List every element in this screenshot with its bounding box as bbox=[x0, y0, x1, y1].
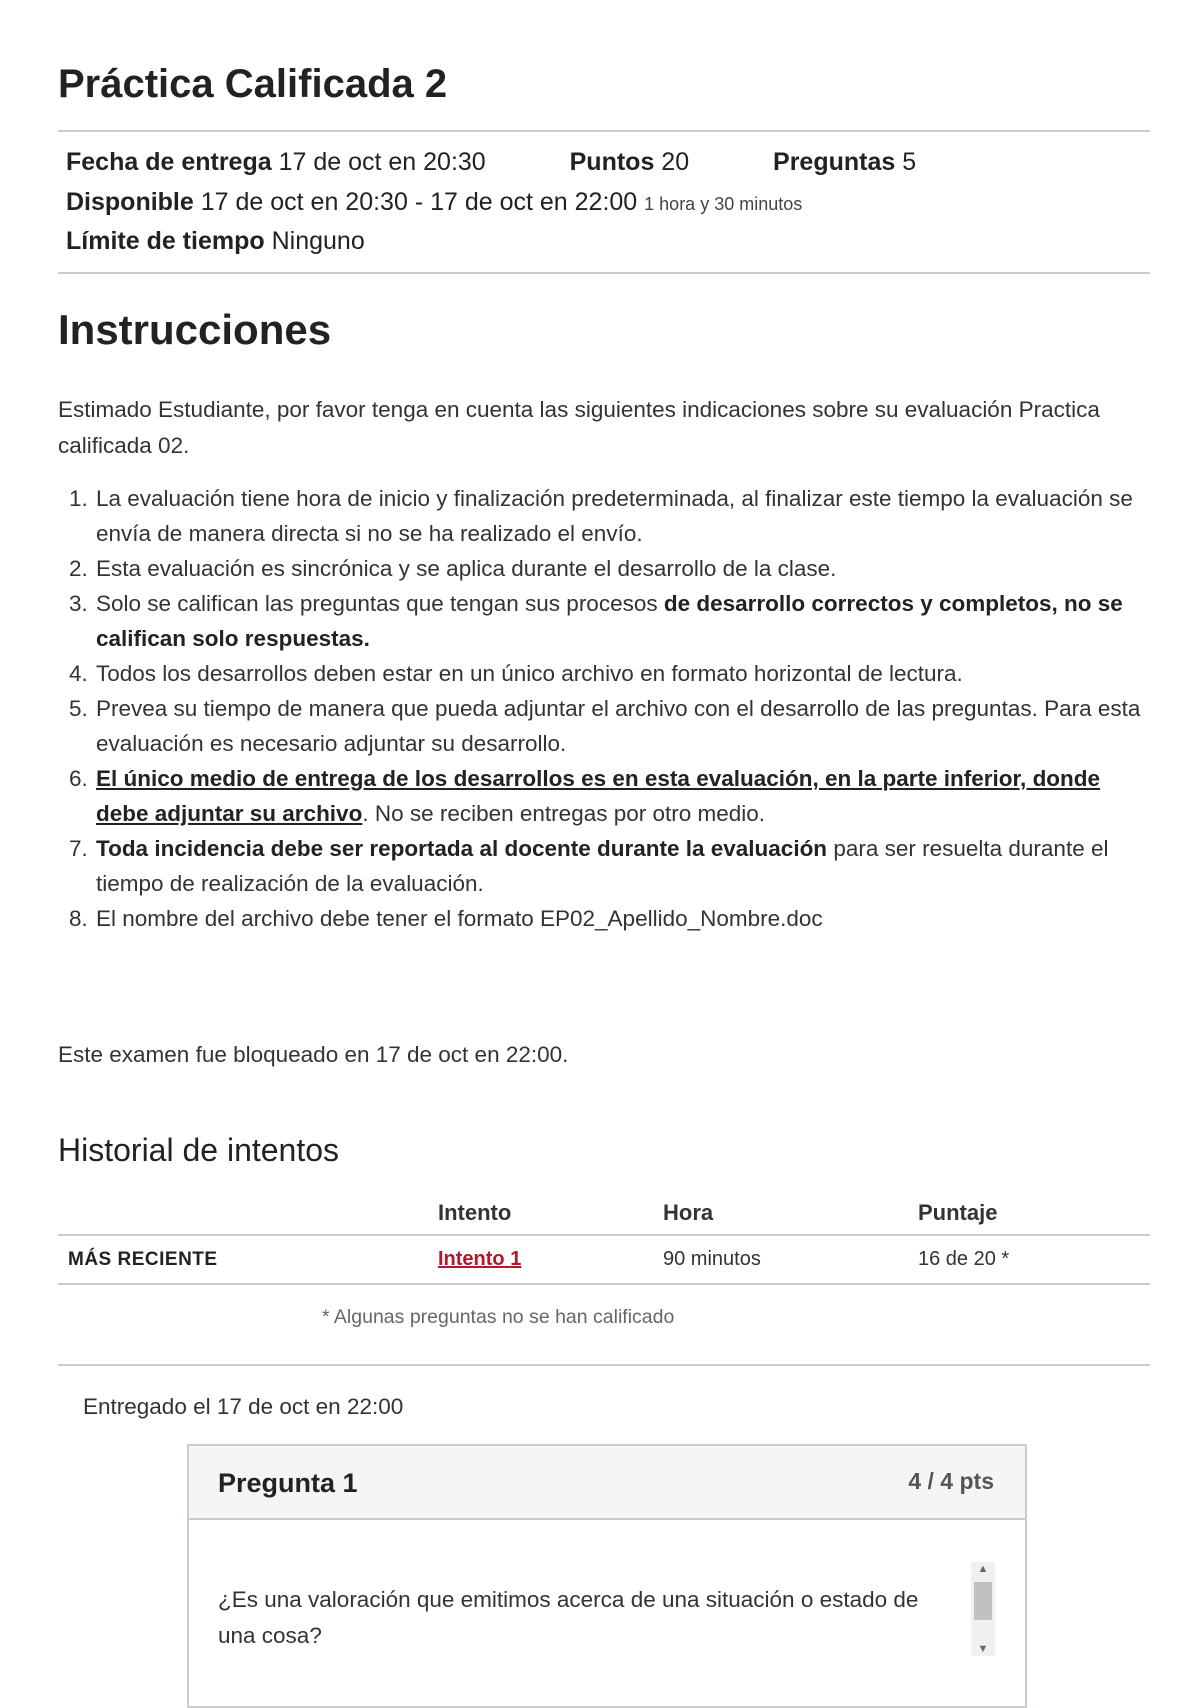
points-value: 20 bbox=[661, 148, 690, 176]
question-points: 4 / 4 pts bbox=[908, 1468, 994, 1494]
due-label: Fecha de entrega bbox=[66, 148, 272, 176]
questions-label: Preguntas bbox=[773, 148, 896, 176]
locked-notice: Este examen fue bloqueado en 17 de oct en 22:00. bbox=[58, 1042, 569, 1067]
instructions-heading: Instrucciones bbox=[58, 306, 332, 353]
attempts-table bbox=[58, 1192, 1150, 1285]
scroll-thumb[interactable] bbox=[974, 1582, 992, 1620]
col-score: Puntaje bbox=[908, 1192, 1150, 1235]
submitted-notice: Entregado el 17 de oct en 22:00 bbox=[83, 1394, 404, 1419]
scroll-up-arrow-icon[interactable]: ▲ bbox=[977, 1563, 989, 1575]
table-row bbox=[58, 1235, 1150, 1284]
table-header-row bbox=[58, 1192, 1150, 1235]
question-body bbox=[189, 1520, 1025, 1706]
divider bbox=[58, 1364, 1150, 1366]
time-limit-label: Límite de tiempo bbox=[66, 227, 265, 255]
due-value: 17 de oct en 20:30 bbox=[278, 148, 486, 176]
page-title: Práctica Calificada 2 bbox=[58, 62, 448, 106]
list-item: 2. Esta evaluación es sincrónica y se aplica durante el desarrollo de la clase. bbox=[94, 551, 1150, 586]
question-card bbox=[187, 1444, 1027, 1708]
most-recent-label: MÁS RECIENTE bbox=[58, 1235, 428, 1284]
instructions-list bbox=[58, 481, 1150, 936]
col-time: Hora bbox=[653, 1192, 908, 1235]
question-title: Pregunta 1 bbox=[218, 1468, 358, 1498]
attempt-score: 16 de 20 * bbox=[908, 1235, 1150, 1284]
available-value: 17 de oct en 20:30 - 17 de oct en 22:00 bbox=[200, 188, 638, 216]
list-item: 5. Prevea su tiempo de manera que pueda adjuntar el archivo con el desarrollo de las preguntas. Para esta evaluación es necesario adjuntar su desarrollo. bbox=[94, 691, 1150, 761]
questions-value: 5 bbox=[902, 148, 917, 176]
list-item: 3. Solo se califican las preguntas que tengan sus procesos de desarrollo correctos y completos, no se califican solo respuestas. bbox=[94, 586, 1150, 656]
list-item: 4. Todos los desarrollos deben estar en un único archivo en formato horizontal de lectura. bbox=[94, 656, 1150, 691]
divider bbox=[58, 130, 1150, 132]
time-limit-value: Ninguno bbox=[271, 227, 365, 255]
history-heading: Historial de intentos bbox=[58, 1132, 340, 1168]
points-label: Puntos bbox=[569, 148, 655, 176]
quiz-meta-row-1 bbox=[66, 148, 916, 177]
question-header bbox=[189, 1446, 1025, 1520]
available-label: Disponible bbox=[66, 188, 194, 216]
quiz-meta-row-2 bbox=[66, 188, 802, 217]
col-attempt: Intento bbox=[428, 1192, 653, 1235]
instructions-intro: Estimado Estudiante, por favor tenga en cuenta las siguientes indicaciones sobre su evaluación Practica calificada 02. bbox=[58, 397, 1100, 458]
grading-footnote: * Algunas preguntas no se han calificado bbox=[322, 1306, 675, 1328]
divider bbox=[58, 272, 1150, 274]
list-item: 1. La evaluación tiene hora de inicio y finalización predeterminada, al finalizar este tiempo la evaluación se envía de manera directa si no se ha realizado el envío. bbox=[94, 481, 1150, 551]
list-item: 8. El nombre del archivo debe tener el formato EP02_Apellido_Nombre.doc bbox=[94, 901, 1150, 936]
attempt-time: 90 minutos bbox=[653, 1235, 908, 1284]
question-scrollbar[interactable] bbox=[971, 1562, 995, 1656]
available-duration: 1 hora y 30 minutos bbox=[644, 194, 803, 214]
scroll-down-arrow-icon[interactable]: ▼ bbox=[977, 1643, 989, 1655]
quiz-meta-row-3 bbox=[66, 227, 365, 256]
list-item: 7. Toda incidencia debe ser reportada al docente durante la evaluación para ser resuelta durante el tiempo de realización de la evaluación. bbox=[94, 831, 1150, 901]
question-text: ¿Es una valoración que emitimos acerca de una situación o estado de una cosa? bbox=[218, 1587, 919, 1648]
list-item: 6. El único medio de entrega de los desarrollos es en esta evaluación, en la parte inferior, donde debe adjuntar su archivo. No se reciben entregas por otro medio. bbox=[94, 761, 1150, 831]
attempt-link[interactable]: Intento 1 bbox=[438, 1248, 522, 1270]
